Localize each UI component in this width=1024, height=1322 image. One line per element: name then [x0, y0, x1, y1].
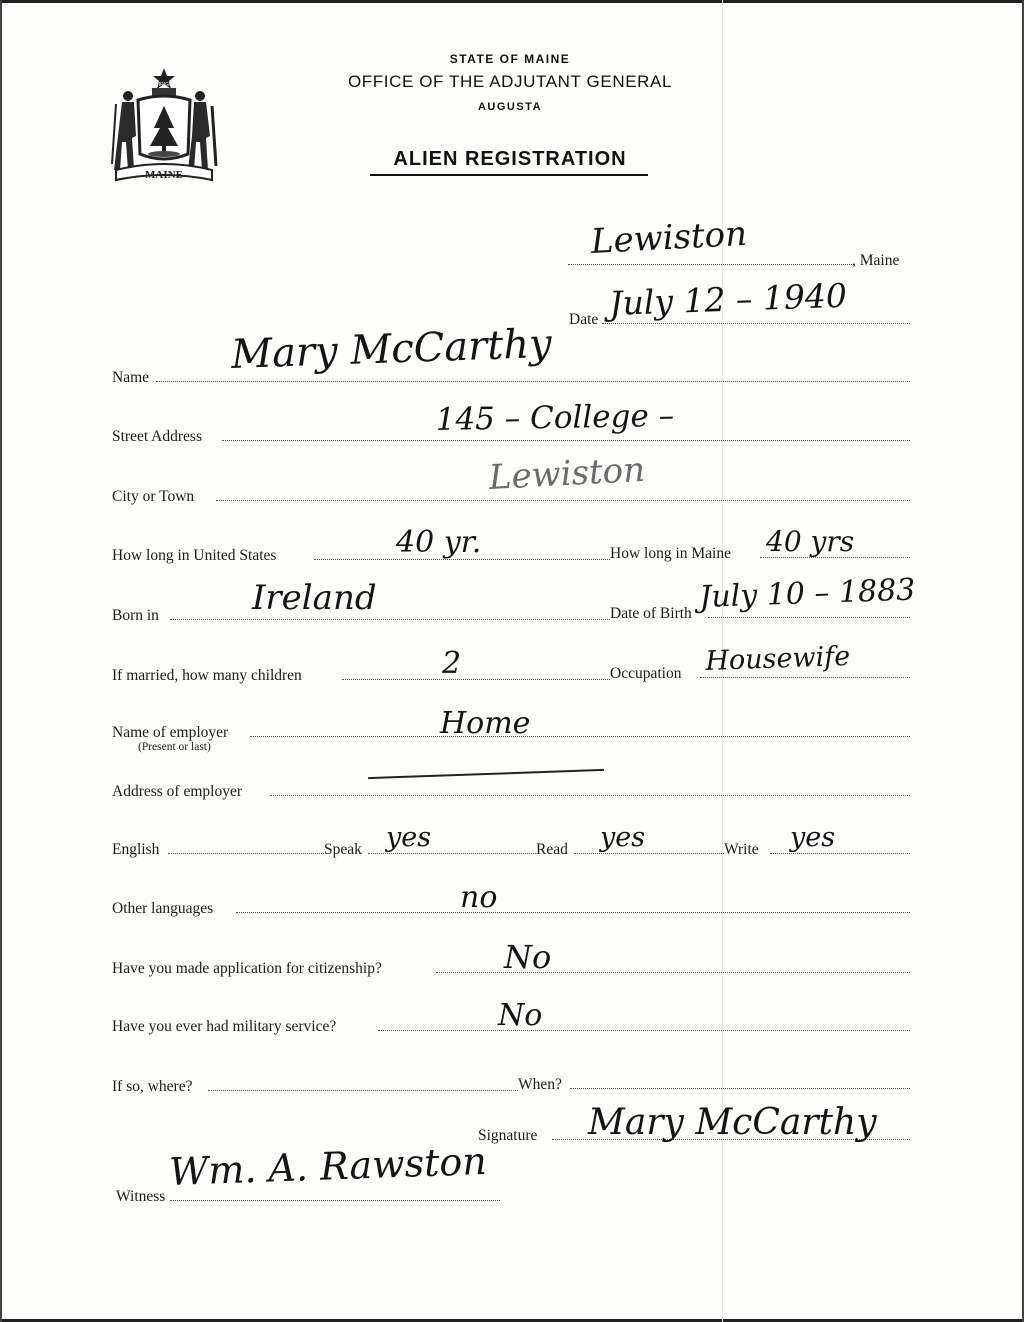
other-languages-label: Other languages	[112, 900, 214, 917]
form-title: ALIEN REGISTRATION	[393, 148, 627, 170]
place-suffix-label: , Maine	[852, 252, 900, 269]
witness-value: Wm. A. Rawston	[168, 1138, 488, 1194]
military-value: No	[498, 998, 543, 1033]
employer-value: Home	[440, 706, 531, 741]
english-dotted-line	[168, 853, 324, 854]
employer-sublabel: (Present or last)	[138, 741, 211, 753]
occupation-value: Housewife	[704, 640, 851, 677]
name-dotted-line	[156, 381, 910, 382]
citizenship-value: No	[504, 938, 552, 976]
military-label: Have you ever had military service?	[112, 1018, 337, 1035]
children-dotted-line	[342, 679, 610, 680]
office-heading: OFFICE OF THE ADJUTANT GENERAL	[347, 72, 673, 91]
employer-address-dash-mark	[368, 769, 604, 779]
write-value: yes	[790, 822, 836, 853]
maine-stay-value: 40 yrs	[766, 525, 855, 558]
state-heading: STATE OF MAINE	[449, 52, 571, 66]
city-label: City or Town	[112, 488, 195, 505]
where-label: If so, where?	[112, 1078, 193, 1095]
occupation-dotted-line	[700, 677, 910, 678]
state-seal-icon	[108, 66, 220, 188]
born-value: Ireland	[252, 578, 377, 618]
dob-value: July 10 – 1883	[698, 572, 916, 615]
city-value: Lewiston	[487, 449, 646, 498]
place-dotted-line	[568, 264, 852, 265]
children-value: 2	[442, 646, 462, 681]
employer-label: Name of employer	[112, 724, 229, 741]
when-dotted-line	[570, 1088, 910, 1089]
other-languages-value: no	[460, 880, 498, 915]
dob-label: Date of Birth	[610, 605, 692, 622]
read-dotted-line	[574, 853, 724, 854]
dob-dotted-line	[708, 617, 910, 618]
scan-edge-left	[0, 0, 2, 1322]
born-dotted-line	[170, 619, 610, 620]
witness-label: Witness	[116, 1188, 166, 1205]
street-value: 145 – College –	[435, 397, 675, 438]
read-value: yes	[600, 822, 646, 853]
read-label: Read	[536, 841, 568, 858]
title-underline	[370, 174, 648, 176]
witness-dotted-line	[170, 1200, 500, 1201]
where-dotted-line	[208, 1090, 518, 1091]
name-value: Mary McCarthy	[230, 320, 553, 378]
children-label: If married, how many children	[112, 667, 302, 684]
name-label: Name	[112, 369, 150, 386]
street-dotted-line	[222, 440, 910, 441]
occupation-label: Occupation	[610, 665, 682, 682]
other-languages-dotted-line	[236, 912, 910, 913]
citizenship-label: Have you made application for citizenship?	[112, 960, 382, 977]
military-dotted-line	[378, 1030, 910, 1031]
date-value: July 12 – 1940	[608, 275, 848, 323]
employer-address-dotted-line	[270, 795, 910, 796]
place-value: Lewiston	[589, 213, 748, 262]
street-label: Street Address	[112, 428, 202, 445]
speak-label: Speak	[324, 841, 362, 858]
seal-motto-text: DIRIGO	[155, 82, 173, 88]
city-dotted-line	[216, 500, 910, 501]
write-dotted-line	[770, 853, 910, 854]
speak-value: yes	[386, 822, 432, 853]
signature-value: Mary McCarthy	[588, 1102, 877, 1143]
speak-dotted-line	[368, 853, 536, 854]
date-dotted-line	[602, 323, 910, 324]
us-stay-value: 40 yr.	[396, 525, 482, 560]
us-stay-label: How long in United States	[112, 547, 277, 564]
when-label: When?	[518, 1076, 562, 1093]
maine-stay-label: How long in Maine	[610, 545, 731, 562]
employer-dotted-line	[250, 736, 910, 737]
seal-maine-text: MAINE	[145, 169, 183, 181]
scan-edge-top	[0, 0, 1024, 3]
signature-label: Signature	[478, 1127, 538, 1144]
english-label: English	[112, 841, 160, 858]
born-label: Born in	[112, 607, 159, 624]
write-label: Write	[724, 841, 759, 858]
date-label: Date	[569, 311, 599, 328]
employer-address-label: Address of employer	[112, 783, 242, 800]
city-heading: AUGUSTA	[477, 101, 543, 113]
